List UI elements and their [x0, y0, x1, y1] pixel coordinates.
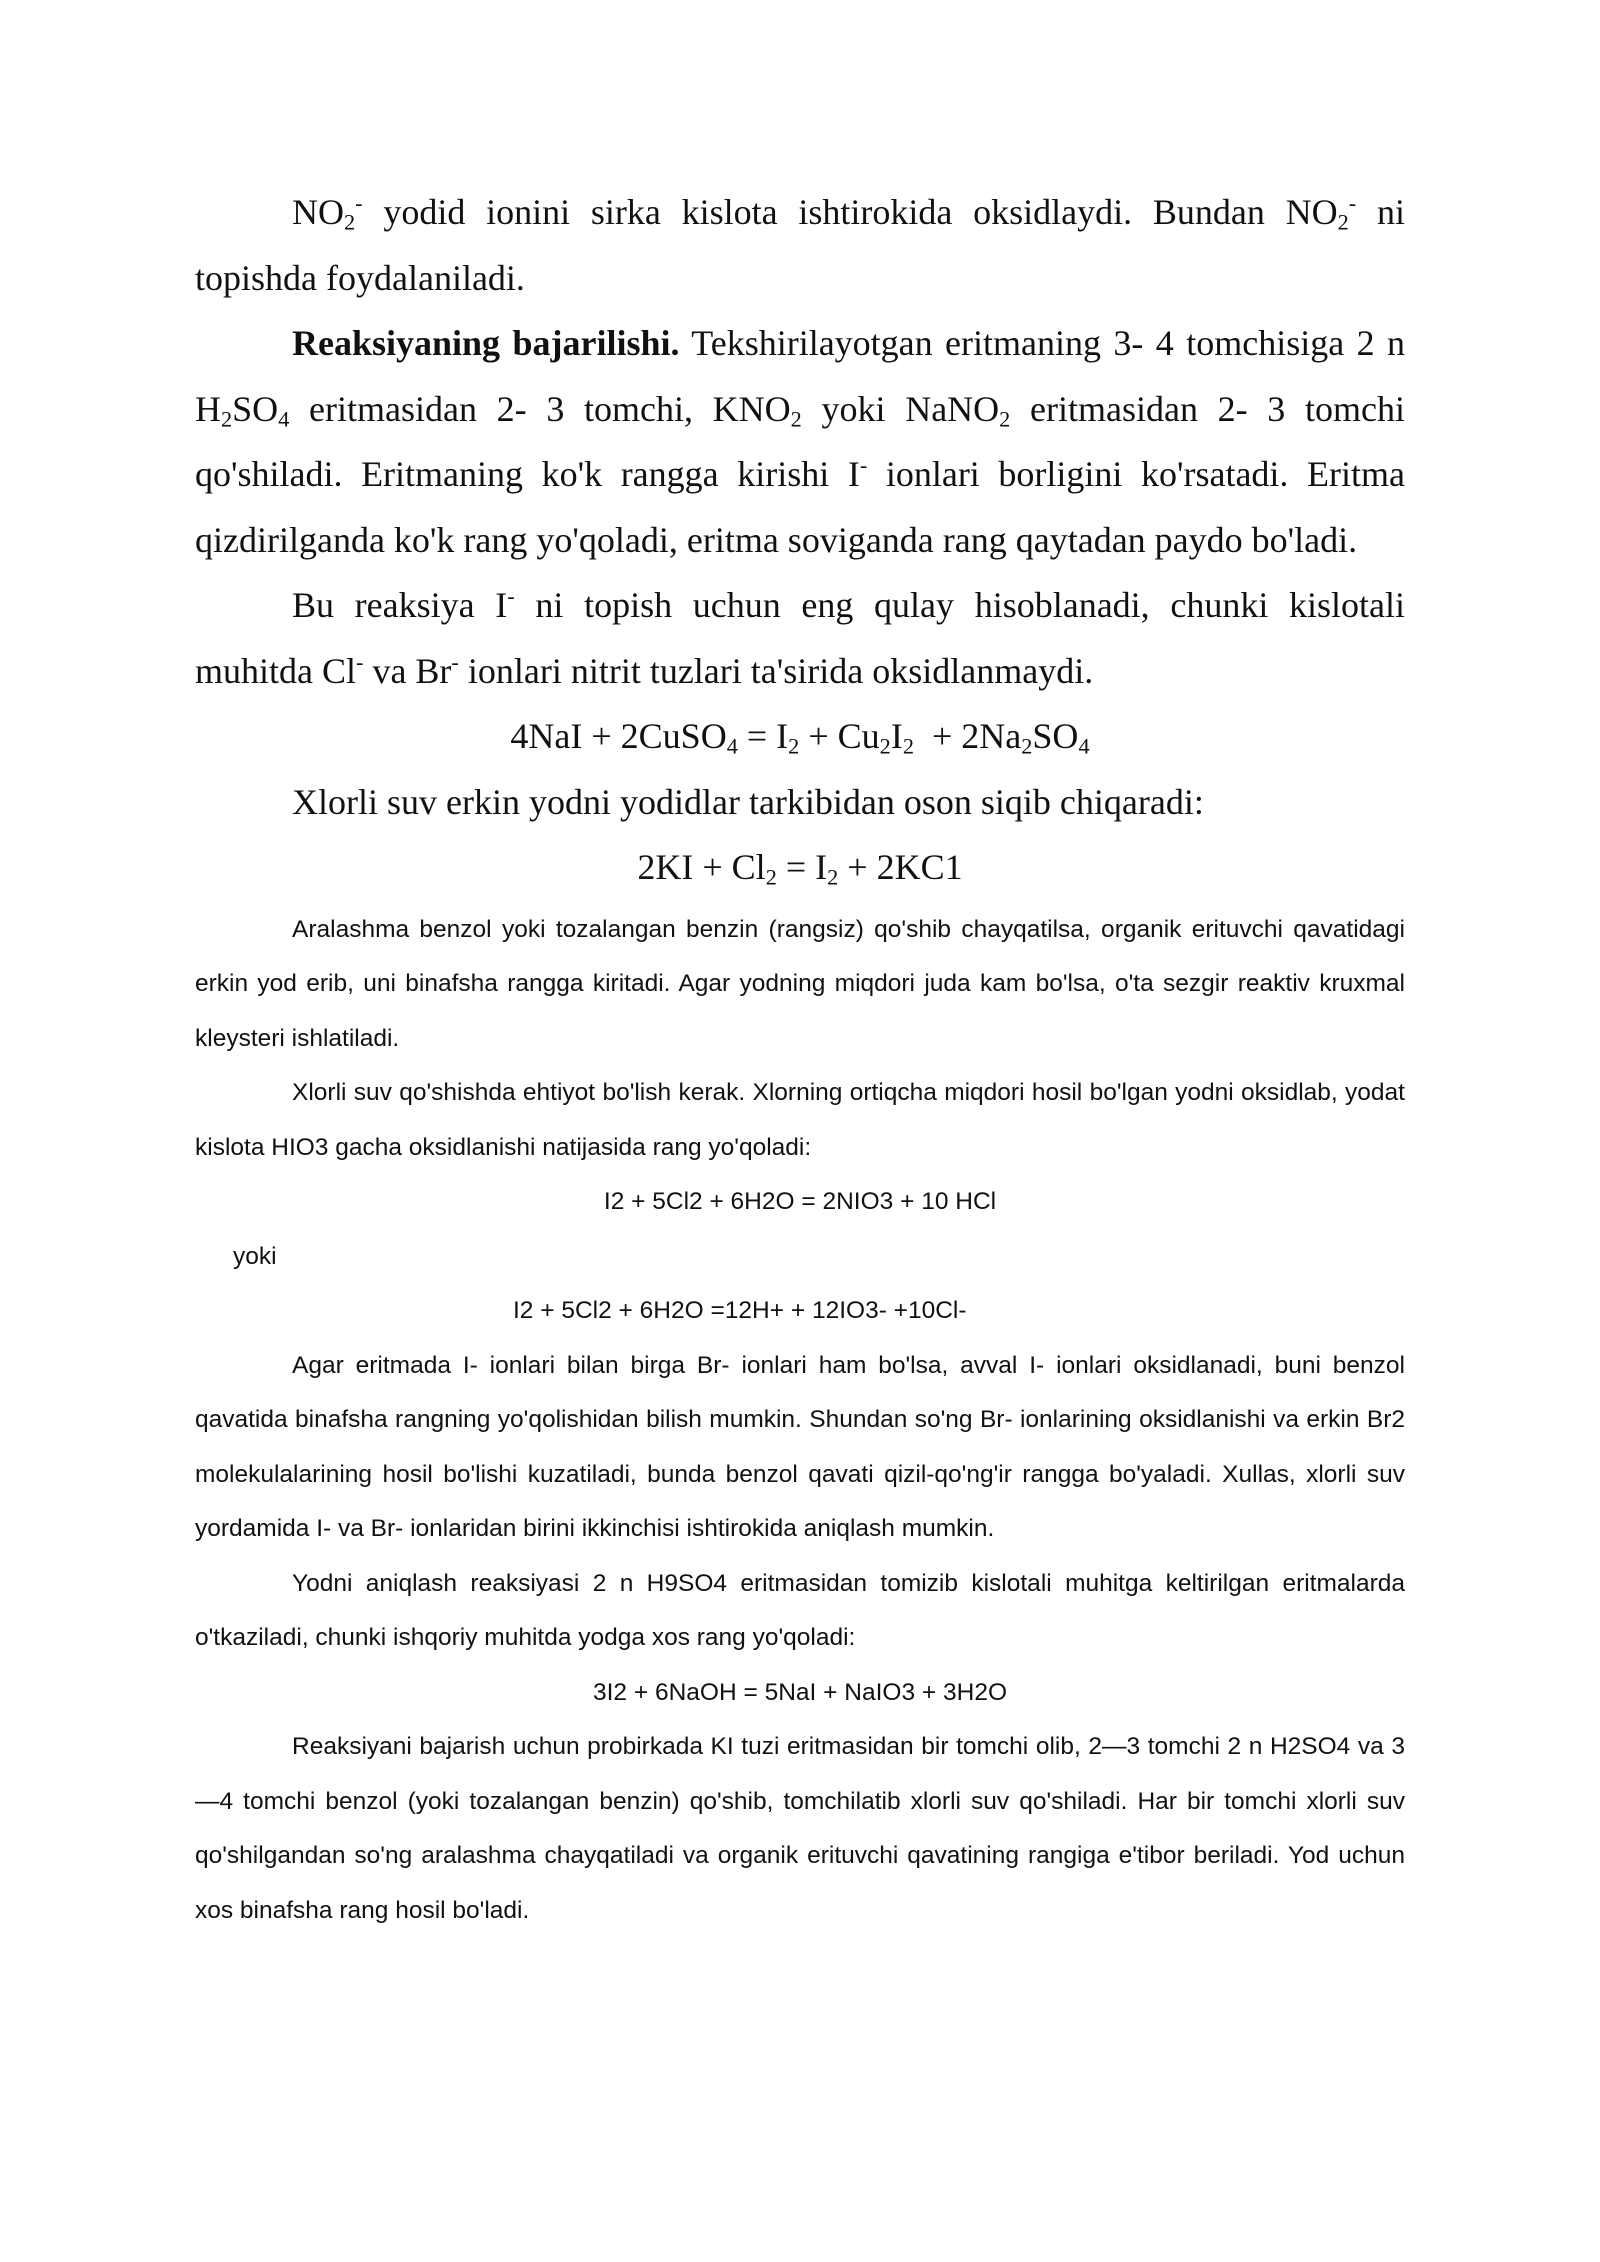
eq-run: I: [890, 716, 903, 756]
subscript: 2: [827, 864, 839, 890]
subscript: 2: [765, 864, 777, 890]
superscript: -: [355, 190, 363, 216]
eq-run: SO: [1032, 716, 1079, 756]
subscript: 2: [879, 733, 891, 759]
formula-no2: NO: [1285, 192, 1338, 232]
paragraph-nitrite-oxidizes-iodide: [195, 180, 1405, 311]
text-run: yodid ionini sirka kislota ishtirokida oksidlaydi. Bundan: [362, 192, 1286, 232]
text-run: Tekshirilayotgan eritmaning 3- 4 tomchisiga 2 n H: [195, 323, 1405, 429]
equation-iodine-naoh: 3I2 + 6NaOH = 5NaI + NaIO3 + 3H2O: [593, 1678, 1007, 1706]
superscript: -: [356, 649, 364, 675]
paragraph-benzene-mixture: Aralashma benzol yoki tozalangan benzin (rangsiz) qo'shib chayqatilsa, organik erituvchi qavatidagi erkin yod erib, uni binafsha rangga kiritadi. Agar yodning miqdori juda kam bo'lsa, o'ta sezgir reaktiv kruxmal kleysteri ishlatiladi.: [195, 915, 1405, 1052]
paragraph-chlorine-caution: Xlorli suv qo'shishda ehtiyot bo'lish kerak. Xlorning ortiqcha miqdori hosil bo'lgan yodni oksidlab, yodat kislota HIO3 gacha oksidlanishi natijasida rang yo'qoladi:: [195, 1079, 1405, 1161]
equation-iodine-chlorine-ionic: I2 + 5Cl2 + 6H2O =12H+ + 12IO3- +10Cl-: [513, 1297, 967, 1324]
subscript: 2: [221, 406, 233, 432]
eq-run: + 2Na: [913, 716, 1022, 756]
text-run: eritmasidan 2- 3 tomchi, KNO: [289, 388, 791, 429]
subscript: 4: [1078, 733, 1090, 759]
section-heading: Reaksiyaning bajarilishi.: [292, 323, 680, 363]
paragraph-iodine-detection: Yodni aniqlash reaksiyasi 2 n H9SO4 eritmasidan tomizib kislotali muhitga keltirilgan eritmalarda o'tkaziladi, chunki ishqoriy muhitda yodga xos rang yo'qoladi:: [195, 1569, 1405, 1651]
subscript: 2: [1021, 733, 1033, 759]
paragraph-iodide-bromide: Agar eritmada I- ionlari bilan birga Br- ionlari ham bo'lsa, avval I- ionlari oksidlanadi, buni benzol qavatida binafsha rangning yo'qolishidan bilish mumkin. Shundan so'ng Br- ionlarining oksidlanishi va erkin Br2 molekulalarining hosil bo'lishi kuzatiladi, bunda benzol qavati qizil-qo'ng'ir rangga bo'yaladi. Xullas, xlorli suv yordamida I- va Br- ionlaridan birini ikkinchisi ishtirokida aniqlash mumkin.: [195, 1351, 1405, 1542]
paragraph-procedure-ki: Reaksiyani bajarish uchun probirkada KI tuzi eritmasidan bir tomchi olib, 2—3 tomchi 2 n H2SO4 va 3—4 tomchi benzol (yoki tozalangan benzin) qo'shib, tomchilatib xlorli suv qo'shiladi. Har bir tomchi xlorli suv qo'shilgandan so'ng aralashma chayqatiladi va organik erituvchi qavatining rangiga e'tibor beriladi. Yod uchun xos binafsha rang hosil bo'ladi.: [195, 1733, 1405, 1924]
document-page: [195, 180, 1405, 1938]
subscript: 2: [790, 406, 802, 432]
subscript: 2: [902, 733, 914, 759]
text-run: SO: [232, 388, 279, 429]
superscript: -: [507, 583, 515, 609]
subscript: 4: [726, 733, 738, 759]
text-run: eritmasidan 2- 3 tomchi qo'shiladi. Eritmaning ko'k rangga kirishi I: [195, 388, 1405, 494]
subscript: 4: [278, 406, 290, 432]
paragraph-reaction-procedure: [195, 311, 1405, 573]
text-run: ionlari borligini ko'rsatadi. Eritma qizdirilganda ko'k rang yo'qoladi, eritma soviganda rang qaytadan paydo bo'ladi.: [195, 454, 1405, 560]
subscript: 2: [788, 733, 800, 759]
paragraph-reaction-convenience: [195, 573, 1405, 704]
superscript: -: [859, 452, 868, 478]
text-run: va Br: [363, 650, 452, 691]
text-run: yoki NaNO: [801, 388, 1000, 429]
text-run: ionlari nitrit tuzlari ta'sirida oksidlanmaydi.: [458, 650, 1094, 691]
equation-iodine-chlorine-1: I2 + 5Cl2 + 6H2O = 2NIO3 + 10 HCl: [603, 1188, 997, 1215]
eq-run: = I: [776, 847, 828, 887]
subscript: 2: [344, 209, 356, 235]
text-run: ni topishda foydalaniladi.: [195, 192, 1405, 298]
connector-yoki: yoki: [233, 1242, 277, 1270]
formula-no2: NO: [292, 192, 344, 232]
text-run: ni topish uchun eng qulay hisoblanadi, chunki kislotali muhitda Cl: [195, 585, 1405, 691]
subscript: 2: [999, 406, 1011, 432]
superscript: -: [1348, 190, 1357, 216]
superscript: -: [451, 649, 459, 675]
subscript: 2: [1337, 209, 1349, 235]
eq-run: 2KI + Cl: [637, 847, 766, 887]
eq-run: 4NaI + 2CuSO: [510, 716, 727, 756]
equation-nai-cuso4: [195, 704, 1405, 770]
eq-run: + 2KC1: [838, 847, 963, 887]
paragraph-chlorine-water: Xlorli suv erkin yodni yodidlar tarkibidan oson siqib chiqaradi:: [292, 781, 1204, 822]
eq-run: + Cu: [799, 716, 880, 756]
equation-ki-cl2: [195, 835, 1405, 901]
eq-run: = I: [737, 716, 789, 756]
text-run: Bu reaksiya I: [292, 585, 508, 625]
